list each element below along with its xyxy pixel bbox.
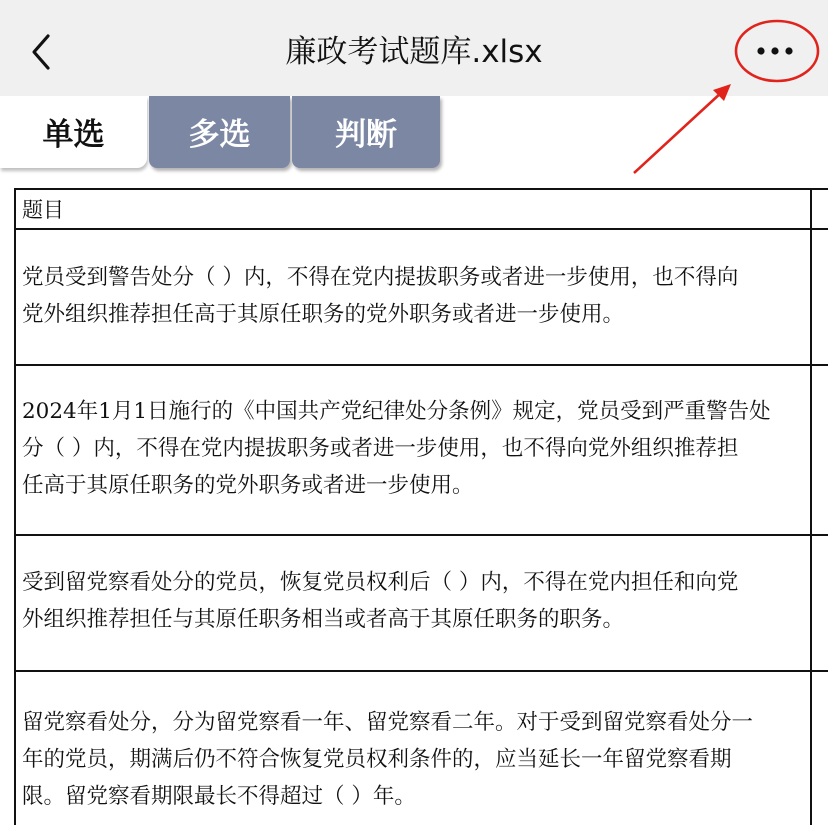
cell-line: 分（ ）内，不得在党内提拔职务或者进一步使用，也不得向党外组织推荐担 [22, 436, 739, 461]
adjacent-column-cell[interactable] [812, 228, 828, 364]
sheet-tab-bar [0, 96, 828, 172]
cell-line: 留党察看处分，分为留党察看一年、留党察看二年。对于受到留党察看处分一 [22, 710, 754, 735]
adjacent-column-cell[interactable] [812, 670, 828, 825]
chevron-left-icon [26, 30, 58, 74]
adjacent-column-cell[interactable] [812, 364, 828, 534]
tab-multiple-choice[interactable]: 多选 [149, 96, 290, 168]
tab-true-false[interactable]: 判断 [292, 96, 440, 168]
table-row[interactable] [16, 230, 812, 366]
adjacent-column-cell[interactable] [812, 188, 828, 228]
top-navigation-bar [0, 0, 828, 96]
cell-line: 党外组织推荐担任高于其原任职务的党外职务或者进一步使用。 [22, 302, 625, 327]
question-cell[interactable] [22, 393, 804, 504]
cell-line: 受到留党察看处分的党员，恢复党员权利后（ ）内，不得在党内担任和向党 [22, 570, 739, 595]
cell-line: 限。留党察看期限最长不得超过（ ）年。 [22, 784, 416, 809]
cell-line: 党员受到警告处分（ ）内，不得在党内提拔职务或者进一步使用，也不得向 [22, 265, 739, 290]
question-cell[interactable] [22, 259, 804, 333]
table-row[interactable] [16, 366, 812, 536]
cell-line: 外组织推荐担任与其原任职务相当或者高于其原任职务的职务。 [22, 607, 625, 632]
cell-line: 年的党员，期满后仍不符合恢复党员权利条件的，应当延长一年留党察看期 [22, 747, 732, 772]
table-row[interactable] [16, 672, 812, 825]
cell-line: 任高于其原任职务的党外职务或者进一步使用。 [22, 473, 474, 498]
adjacent-column-cell[interactable] [812, 534, 828, 670]
more-options-button[interactable] [740, 28, 810, 74]
question-cell[interactable] [22, 564, 804, 638]
back-button[interactable] [26, 30, 58, 74]
document-title: 廉政考试题库.xlsx [285, 34, 543, 70]
question-cell[interactable] [22, 704, 804, 815]
table-row[interactable] [16, 536, 812, 672]
spreadsheet-grid[interactable] [14, 188, 828, 825]
more-horizontal-icon [740, 28, 810, 74]
tab-single-choice[interactable]: 单选 [0, 96, 147, 168]
column-header-cell[interactable]: 题目 [22, 198, 64, 222]
cell-line: 2024年1月1日施行的《中国共产党纪律处分条例》规定，党员受到严重警告处 [22, 399, 771, 424]
header-row [16, 190, 812, 230]
